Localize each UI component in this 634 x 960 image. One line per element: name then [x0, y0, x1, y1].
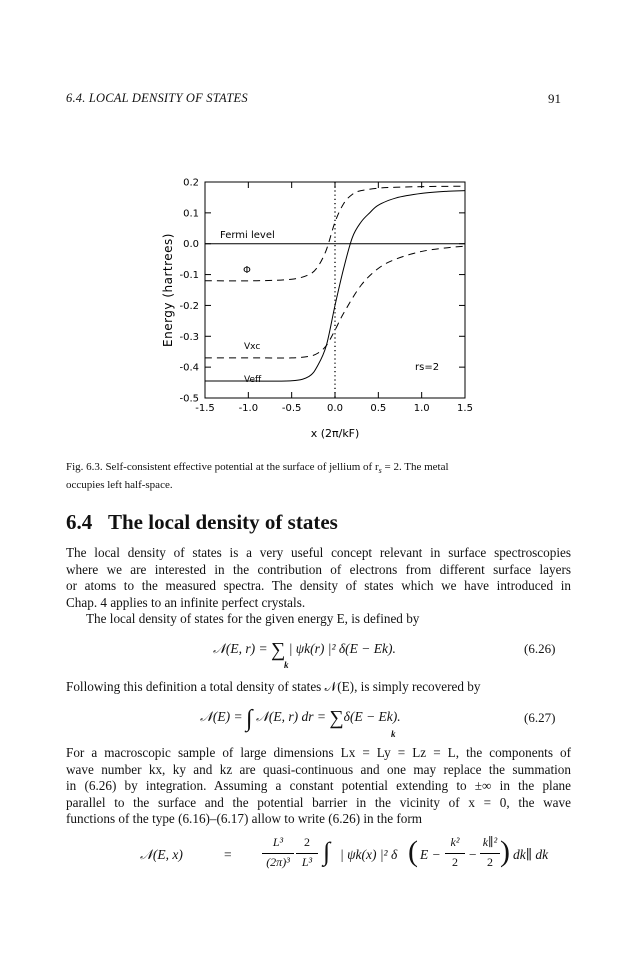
y-tick-label: 0.2	[183, 177, 199, 189]
caption-sub: s	[378, 466, 382, 476]
frac3-num: k²	[450, 835, 460, 849]
eq1-rhs: | ψk(r) |² δ(E − Ek).	[288, 641, 396, 656]
eq2-rhs: δ(E − Ek).	[343, 709, 401, 724]
section-title: The local density of states	[108, 510, 338, 534]
paragraph-line: Chap. 4 applies to an infinite perfect crystals.	[66, 594, 306, 610]
frac1-num: L³	[272, 835, 284, 849]
paragraph-line: wave number kx, ky and kz are quasi-continuous and one may replace the summation	[66, 761, 571, 777]
x-tick-label: -0.5	[281, 403, 302, 414]
x-tick-label: 0.0	[327, 403, 343, 414]
eq2-mid: 𝒩(E, r) dr =	[255, 709, 330, 724]
page-number: 91	[548, 91, 561, 106]
frac2-num: 2	[304, 835, 310, 849]
paragraph-line: or atoms to the measured spectra. The density of states which we have introduced in	[66, 578, 571, 594]
y-tick-label: -0.2	[179, 300, 199, 312]
eq3-inner2: −	[468, 847, 478, 862]
eq3-lhs: 𝒩(E, x)	[140, 847, 183, 862]
paragraph-line: The local density of states is a very useful concept relevant in surface spectroscopies	[66, 545, 571, 560]
potential-figure	[0, 0, 634, 450]
close-paren: )	[500, 835, 510, 868]
caption-text2: = 2. The metal	[381, 461, 449, 473]
vxc-label: Vxc	[244, 342, 261, 352]
sum-symbol: ∑	[329, 707, 344, 729]
equation-local-dos	[140, 835, 549, 875]
paragraph-line: functions of the type (6.16)–(6.17) allow to write (6.26) in the form	[66, 811, 422, 827]
x-axis-label: x (2π/kF)	[310, 427, 360, 440]
open-paren: (	[408, 835, 418, 868]
paragraph-3: Following this definition a total density of states 𝒩(E), is simply recovered by	[66, 679, 481, 694]
running-title: 6.4. LOCAL DENSITY OF STATES	[66, 91, 248, 105]
integral-symbol: ∫	[323, 837, 331, 866]
eq2-lhs: 𝒩(E) =	[200, 709, 247, 724]
y-tick-label: -0.5	[179, 393, 199, 405]
paragraph-4	[66, 745, 571, 828]
paragraph-line: For a macroscopic sample of large dimensions Lx = Ly = Lz = L, the components of	[66, 745, 571, 760]
paragraph-line: in (6.26) by integration. Assuming a constant potential extending to ±∞ in the plane	[66, 778, 571, 794]
eq3-tail: dk∥ dk	[513, 847, 549, 862]
paragraph-line: where we are interested in the contribution of electrons from different surface layers	[66, 561, 571, 577]
eq1-lhs: 𝒩(E, r) =	[213, 641, 272, 656]
eq1-index: k	[284, 660, 289, 670]
x-tick-label: 1.5	[457, 403, 473, 414]
series-veff	[205, 191, 465, 382]
eq2-index: k	[391, 729, 396, 739]
paragraph-line: parallel to the surface and the potential barrier in the vicinity of x = 0, the wave	[66, 794, 571, 810]
paragraph-2: The local density of states for the given energy E, is defined by	[86, 611, 420, 626]
y-tick-label: 0.1	[183, 208, 199, 220]
integral-symbol: ∫	[246, 706, 253, 732]
caption-line2: occupies left half-space.	[66, 479, 173, 492]
fermi-level-label: Fermi level	[220, 230, 275, 241]
frac3-den: 2	[452, 855, 458, 869]
frac4-den: 2	[487, 855, 493, 869]
y-tick-label: -0.3	[179, 331, 199, 343]
equation-6-26	[213, 639, 396, 662]
section-number: 6.4	[66, 510, 93, 534]
figure-caption	[66, 460, 571, 492]
section-heading	[66, 510, 338, 535]
x-tick-label: 1.0	[413, 403, 430, 414]
rs-label: rs=2	[415, 362, 440, 373]
tick-labels	[179, 178, 472, 415]
eq1-number: (6.26)	[524, 641, 556, 656]
y-tick-label: -0.1	[179, 270, 199, 282]
x-tick-label: 0.5	[370, 403, 387, 414]
x-tick-label: -1.0	[238, 403, 259, 414]
eq3-integrand: | ψk(x) |² δ	[340, 847, 398, 862]
veff-label: Veff	[244, 375, 262, 385]
y-tick-label: 0.0	[183, 239, 199, 251]
caption-label: Fig. 6.3.	[66, 461, 103, 473]
caption-text: Self-consistent effective potential at the surface of jellium of r	[105, 461, 379, 473]
sum-symbol: ∑	[271, 639, 286, 661]
frac4-num: k∥²	[482, 835, 498, 849]
phi-label: Φ	[243, 265, 251, 276]
eq2-number: (6.27)	[524, 710, 556, 725]
frac1-den: (2π)³	[266, 855, 290, 869]
equation-6-27	[200, 706, 401, 733]
paragraph-1	[66, 545, 571, 611]
x-tick-label: -1.5	[195, 403, 215, 414]
y-tick-label: -0.4	[179, 362, 199, 374]
y-axis-label: Energy (hartrees)	[161, 233, 175, 347]
frac2-den: L³	[301, 855, 313, 869]
eq3-equals: =	[224, 847, 232, 862]
eq3-inner1: E −	[420, 847, 441, 862]
